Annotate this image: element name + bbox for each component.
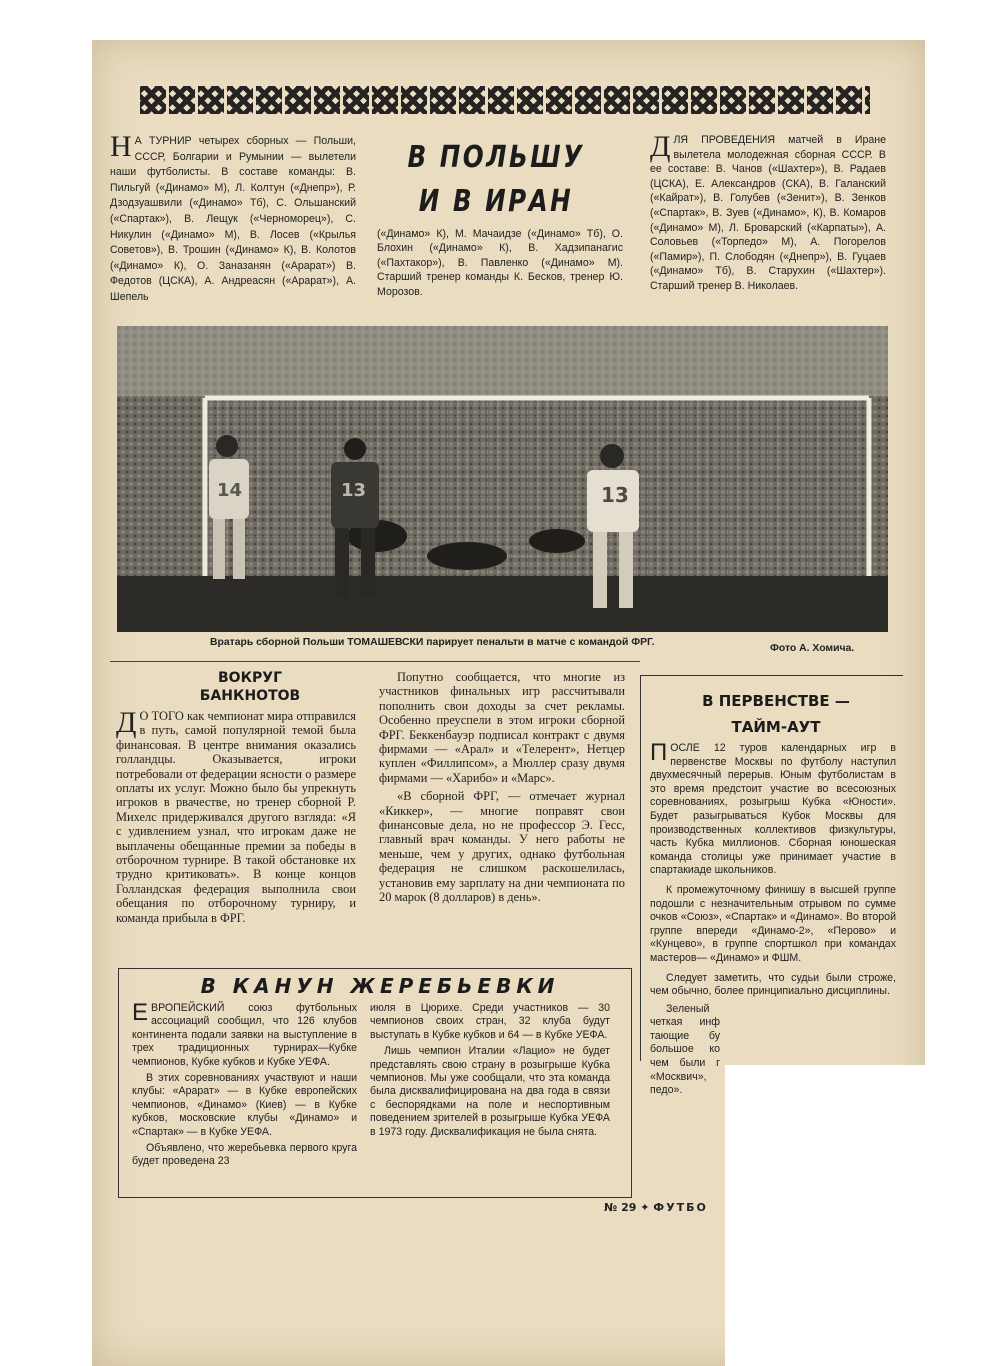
banknotes-text-2: Попутно сообщается, что многие из участников финальных игр рассчитывали пополнить свои доходы за счет рекламы. Особенно преуспели в этом игроки сборной ФРГ. Беккенбауэр подписал контракт с двумя фирмами — «Арал» и «Телерент», Нетцер куплен «Филлипсом», а Мюллер сразу двумя фирмами — «Харибо» и «Марс». [379,670,625,785]
timeout-text-4: Зеленый четкая инф тающие бу большое ко чем были г «Москвич», педо». [650,1002,720,1097]
draw-text: ВРОПЕЙСКИЙ союз футбольных ассоциаций сообщил, что 126 клубов континента подали заявки на выступление в трех традиционных турнирах—Кубке чемпионов, Кубке кубков и Кубке УЕФА. [132,1002,357,1068]
headline-line-2: И В ИРАН [418,184,574,219]
newspaper-name: ФУТБО [653,1201,708,1214]
banknotes-title-1: ВОКРУГ [218,670,282,686]
banknotes-article-cont [379,670,625,905]
drop-cap: Н [110,130,132,163]
draw-text-4: июля в Цюрихе. Среди участников — 30 чемпионов своих стран, 32 клуба будут выступать в Кубке кубков и 64 — в Кубке УЕФА. [370,1002,610,1041]
jersey-number-1: 14 [217,480,243,501]
draw-article [132,999,357,1169]
draw-headline: В КАНУН ЖЕРЕБЬЕВКИ [200,974,560,998]
timeout-text: ОСЛЕ 12 туров календарных игр в первенстве Москвы по футболу наступил двухмесячный перерыв. Юным футболистам в это время предстоит участие во всесоюзных соревнованиях, розыгрыш Кубка «Юности». Будет разыгрываться Кубок Москвы для производственных коллективов физкультуры, часть Кубка миллионов. Сборная юношеская команда столицы уже принимает участие в спартакиаде школьников. [650,742,896,877]
timeout-text-2: К промежуточному финишу в высшей группе подошли с незначительным отрывом по сумме очков «Союз», «Спартак» и «Динамо». Во второй группе впереди «Динамо-2», «Перово» и «Кунцево», в группе спортшкол при командах мастеров— «Динамо» и ФШМ. [650,883,896,964]
checker-ornament-gaps [140,86,870,114]
timeout-title-1: В ПЕРВЕНСТВЕ — [702,692,850,710]
blank-scan-area [725,1065,993,1366]
match-photo [117,326,888,632]
photo-credit: Фото А. Хомича. [770,643,855,654]
photo-illustration [117,326,888,632]
poland-article [110,130,356,305]
banknotes-article [116,706,356,925]
timeout-text-3: Следует заметить, что судьи были строже, чем обычно, более принципиально дисциплины. [650,971,896,998]
draw-article-cont [370,1002,610,1139]
issue-number: № 29 [604,1201,637,1214]
timeout-article [650,739,896,1098]
drop-cap: Д [116,706,137,739]
jersey-number-2: 13 [341,480,367,501]
iran-article [650,130,886,294]
main-headline [365,136,627,226]
draw-text-2: В этих соревнованиях участвуют и наши клубы: «Арарат» — в Кубке европейских чемпионов, «Динамо» (Киев) — в Кубке кубков, московские клубы «Динамо» и «Спартак» — в Кубке УЕФА. [132,1072,357,1138]
banknotes-headline [160,669,340,705]
diamond-icon: ✦ [640,1201,650,1214]
draw-text-3: Объявлено, что жеребьевка первого круга будет проведена 23 [132,1142,357,1168]
banknotes-text-3: «В сборной ФРГ, — отмечает журнал «Киккер», — многие поправят свои финансовые дела, но не профессор Э. Гесс, главный врач команды. У него работы не меньше, чем у других, однако футбольная федерация не слишком раскошелилась, установив ему зарплату на дни чемпионата по 20 марок (8 долларов) в день». [379,789,625,905]
divider [110,661,640,662]
banknotes-text: О ТОГО как чемпионат мира отправился в путь, самой популярной темой была финансовая. В центре внимания оказались голландцы. Оказывается, игроки потребовали от федерации ясности о размере оплаты их услуг. Можно было бы упрекнуть игроков в рвачестве, но тренер сборной Р. Михелс придерживался другого взгляда: «Я с удивлением узнал, что игрокам даже не выплачены обещанные премии за победы в отборочном турнире. В такой обстановке их трудно критиковать». В конце концов Голландская федерация выполнила свои обещания по отборочному турниру, и команда прибыла в ФРГ. [116,709,356,925]
jersey-number-3: 13 [601,483,629,507]
draw-text-5: Лишь чемпион Италии «Лацио» не будет представлять свою страну в розыгрыше Кубка чемпионов. Мы уже сообщали, что эта команда была дисквалифицирована на два года в связи с беспорядками на поле и неспортивным поведением зрителей в розыгрыше Кубка УЕФА в 1973 году. Дисквалификация не была снята. [370,1045,610,1138]
poland-text: А ТУРНИР четырех сборных — Польши, СССР, Болгарии и Румынии — вылетели наши футболисты. В составе команды: В. Пильгуй («Динамо» М), Л. Колтун («Днепр»), Р. Дзодзуашвили («Динамо» Тб), С. Ольшанский («Спартак»), В. Лещук («Черноморец»), С. Никулин («Динамо» М), В. Лосев («Крылья Советов»), В. Трошин («Динамо» К), В. Колотов («Динамо» К), О. Заназанян («Арарат») В. Федотов (ЦСКА), А. Андреасян («Арарат»), А. Шепель [110,135,356,303]
drop-cap: Д [650,130,671,163]
iran-text: ЛЯ ПРОВЕДЕНИЯ матчей в Иране вылетела молодежная сборная СССР. В ее составе: В. Чанов («Шахтер»), В. Радаев (ЦСКА), Е. Александров (СКА), В. Галанский («Кайрат»), В. Голубев («Зенит»), В. Зенков («Спартак», В. Зуев («Динамо», К), В. Комаров («Динамо» М), Л. Броварский («Карпаты»), А. Соловьев («Торпедо» М), А. Погорелов («Памир»), П. Слободян («Днепр»), В. Гуцаев («Динамо» Тб), В. Старухин («Шахтер»). Старший тренер В. Николаев. [650,134,886,292]
banknotes-title-2: БАНКНОТОВ [199,688,301,704]
photo-caption: Вратарь сборной Польши ТОМАШЕВСКИ парирует пенальти в матче с командой ФРГ. [210,637,655,648]
drop-cap: П [650,739,668,766]
timeout-title-2: ТАЙМ-АУТ [731,718,821,736]
page-footer [604,1201,708,1214]
timeout-headline [645,688,907,740]
headline-line-1: В ПОЛЬШУ [407,140,585,175]
poland-text-continued: («Динамо» К), М. Мачаидзе («Динамо» Тб), О. Блохин («Динамо» К), В. Хадзипанагис («Пахтакор»), В. Павленко («Динамо» М). Старший тренер команды К. Бесков, тренер Ю. Морозов. [377,228,623,298]
drop-cap: Е [132,999,149,1026]
